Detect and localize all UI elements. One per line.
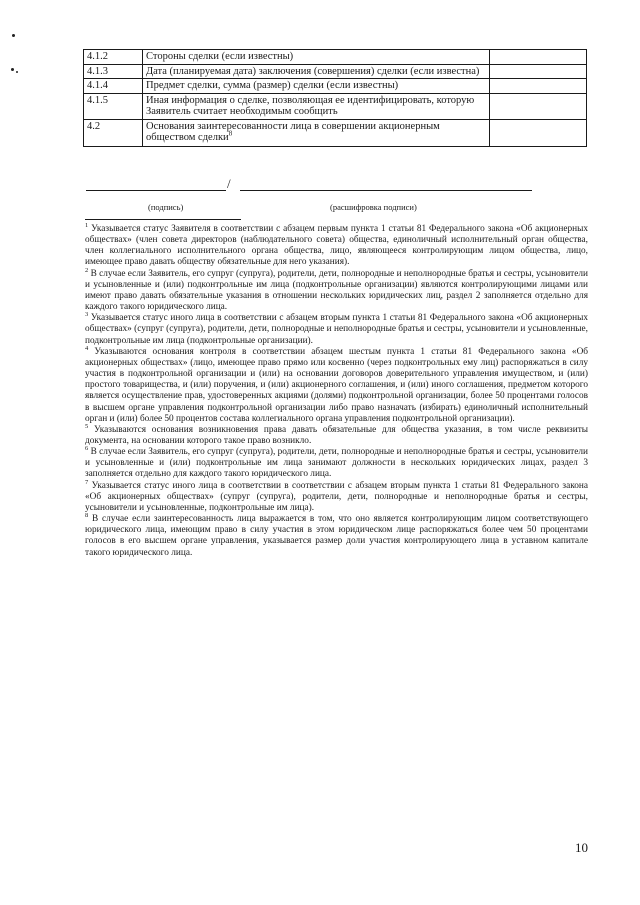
row-text: Стороны сделки (если известны): [143, 50, 490, 65]
footnote-mark: 6: [85, 445, 89, 453]
row-text: Предмет сделки, сумма (размер) сделки (если известны): [143, 79, 490, 94]
row-number: 4.1.4: [84, 79, 143, 94]
footnote-text: Указывается статус иного лица в соответствии с абзацем вторым пункта 1 статьи 81 Федерального закона «Об акционерных обществах» (супруг (супруга), родители, дети, полнородные и неполнородные братья и сестры, усыновители и усыновленные, подконтрольные им лица (подконтрольные организации).: [85, 313, 589, 346]
scan-speck: [11, 68, 14, 71]
signature-slash: /: [227, 176, 231, 191]
footnotes: [85, 221, 589, 559]
signature-label: (подпись): [148, 202, 184, 212]
footnote-mark: 1: [85, 221, 89, 229]
footnote: [85, 422, 589, 447]
info-table: [83, 49, 587, 147]
footnote: [85, 313, 588, 346]
footnote: [85, 266, 588, 314]
footnote: [85, 447, 588, 480]
scan-speck: [16, 71, 18, 73]
footnote-mark: 4: [85, 344, 89, 352]
table-row: [84, 64, 587, 79]
row-text: [143, 119, 490, 146]
footnote: [85, 511, 588, 559]
row-value: [490, 64, 587, 79]
row-text: Иная информация о сделке, позволяющая ее идентифицировать, которую Заявитель считает необходимым сообщить: [143, 93, 490, 119]
row-value: [490, 119, 587, 146]
row-number: 4.1.5: [84, 93, 143, 119]
page-number: 10: [575, 840, 588, 855]
footnote-text: В случае если Заявитель, его супруг (супруга), родители, дети, полнородные и неполнородные братья и сестры, усыновители и усыновленные и (или) подконтрольные им лица (подконтрольные организации) являются контролирующими лицами или имеют право давать обязательные указания в отношении нескольких юридических лиц, раздел 2 заполняется отдельно для каждого такого юридического лица.: [85, 268, 588, 313]
signature-decode-label: (расшифровка подписи): [330, 202, 417, 212]
footnote-mark: 3: [85, 311, 89, 319]
row-number: 4.2: [84, 119, 143, 146]
row-value: [490, 50, 587, 65]
footnote: [85, 478, 588, 514]
footnote-text: Указываются основания возникновения права давать обязательные для общества указания, в том числе реквизиты документа, на основании которого такое право возникло.: [85, 424, 589, 446]
footnote: [85, 221, 589, 269]
footnote-text: Указываются основания контроля в соответствии абзацем шестым пункта 1 статьи 81 Федерального закона «Об акционерных обществах» (лицо, имеющее право прямо или косвенно (через подконтрольных ему лиц) распоряжаться в силу участия в подконтрольной организации и (или) на основании договоров доверительного управления имуществом, и (или) простого товарищества, и (или) поручения, и (или) акционерного соглашения, и (или) иного соглашения, предметом которого является осуществление прав, удостоверенных акциями (долями) подконтрольной организации, более 50 процентами голосов в высшем органе управления подконтрольной организации либо право назначать (избирать) единоличный исполнительный орган и (или) более 50 процентов состава коллегиального органа управления подконтрольной организации).: [85, 346, 589, 424]
table-row: [84, 119, 587, 146]
footnote-mark: 5: [85, 422, 89, 430]
row-text-content: Основания заинтересованности лица в совершении акционерным обществом сделки: [146, 120, 440, 143]
row-number: 4.1.3: [84, 64, 143, 79]
footnote-ref: 8: [228, 129, 233, 138]
row-text: Дата (планируемая дата) заключения (совершения) сделки (если известна): [143, 64, 490, 79]
footnote-text: Указывается статус иного лица в соответствии в соответствии с абзацем вторым пункта 1 статьи 81 Федерального закона «Об акционерных обществах» (супруг (супруга), родители, дети, полнородные и неполнородные братья и сестры, усыновители и усыновленные, подконтрольные им лица).: [85, 480, 588, 513]
scan-speck: [12, 34, 15, 37]
footnote-mark: 7: [85, 478, 89, 486]
row-value: [490, 93, 587, 119]
footnote-text: Указывается статус Заявителя в соответствии с абзацем первым пункта 1 статьи 81 Федерального закона «Об акционерных обществах» (член совета директоров (наблюдательного совета) общества, единоличный исполнительный орган общества, член коллегиального исполнительного органа общества, лицо, являющееся контролирующим лицом общества, лицо, имеющее право давать обществу обязательные для него указания).: [85, 224, 589, 268]
footnote-mark: 2: [85, 266, 89, 274]
table-row: [84, 93, 587, 119]
footnote-text: В случае если заинтересованность лица выражается в том, что оно является контролирующим лицом соответствующего юридического лица, имеющим право в силу участия в этом юридическом лице распоряжаться более чем 50 процентами голосов в его высшем органе управления, указывается размер доли участия контролирующего лица в уставном капитале такого юридического лица.: [85, 514, 588, 558]
table-row: [84, 50, 587, 65]
footnote-text: В случае если Заявитель, его супруг (супруга), родители, дети, полнородные и неполнородные братья и сестры, усыновители и усыновленные и (или) подконтрольные им лица занимают должности в нескольких юридических лицах, раздел 3 заполняется отдельно для каждого такого юридического лица.: [85, 447, 588, 480]
row-value: [490, 79, 587, 94]
signature-line: [86, 190, 226, 191]
footnote-separator: [85, 219, 241, 220]
table-row: [84, 79, 587, 94]
row-number: 4.1.2: [84, 50, 143, 65]
signature-decode-line: [240, 190, 532, 191]
footnote-mark: 8: [85, 511, 89, 519]
footnote: [85, 344, 589, 425]
